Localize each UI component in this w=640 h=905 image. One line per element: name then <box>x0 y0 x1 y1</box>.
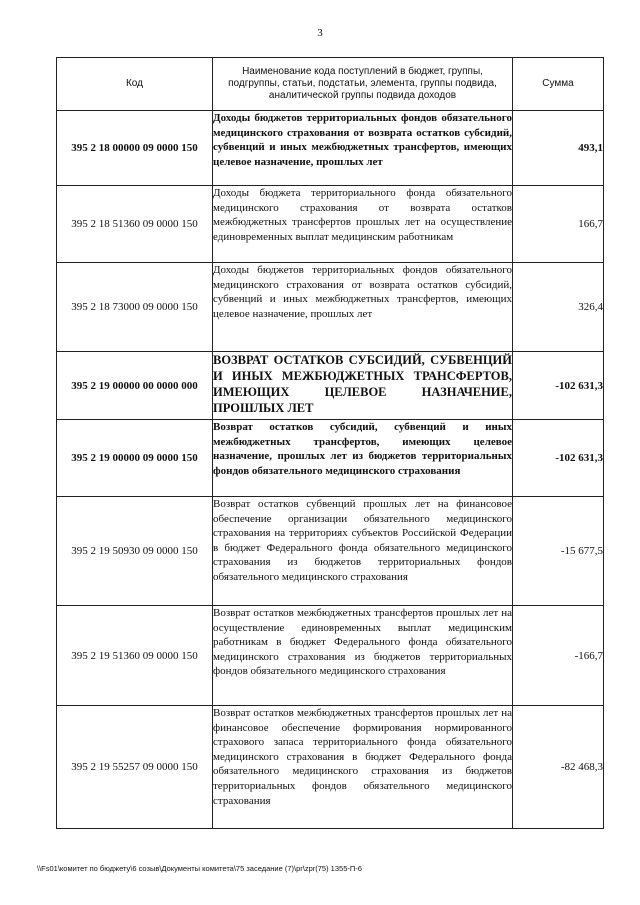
table-row <box>57 352 604 420</box>
row-code: 395 2 19 00000 00 0000 000 <box>57 352 213 420</box>
row-name: Возврат остатков межбюджетных трансфертов прошлых лет на осуществление единовременных выплат медицинским работникам в бюджет Федерального фонда обязательного медицинского страхования из бюджетов территориальных фондов обязательного медицинского страхования <box>213 606 513 706</box>
budget-revenue-table <box>56 57 604 829</box>
row-code: 395 2 18 73000 09 0000 150 <box>57 263 213 352</box>
row-code: 395 2 19 50930 09 0000 150 <box>57 497 213 606</box>
table-row <box>57 606 604 706</box>
row-name: Возврат остатков субвенций прошлых лет на финансовое обеспечение организации обязательного медицинского страхования на территориях субъектов Российской Федерации в бюджет Федерального фонда обязательного медицинского страхования из бюджетов территориальных фондов обязательного медицинского страхования <box>213 497 513 606</box>
row-name: Доходы бюджетов территориальных фондов обязательного медицинского страхования от возврата остатков субсидий, субвенций и иных межбюджетных трансфертов, имеющих целевое назначение, прошлых лет <box>213 111 513 186</box>
row-code: 395 2 18 51360 09 0000 150 <box>57 186 213 263</box>
row-code: 395 2 18 00000 09 0000 150 <box>57 111 213 186</box>
header-name: Наименование кода поступлений в бюджет, группы, подгруппы, статьи, подстатьи, элемента, группы подвида, аналитической группы подвида доходов <box>213 58 513 111</box>
row-sum: 166,7 <box>513 186 604 263</box>
row-sum: 493,1 <box>513 111 604 186</box>
row-name: Доходы бюджета территориального фонда обязательного медицинского страхования от возврата остатков межбюджетных трансфертов прошлых лет на осуществление единовременных выплат медицинским работникам <box>213 186 513 263</box>
table-row <box>57 420 604 497</box>
row-sum: -102 631,3 <box>513 420 604 497</box>
row-code: 395 2 19 00000 09 0000 150 <box>57 420 213 497</box>
row-sum: -102 631,3 <box>513 352 604 420</box>
row-sum: -82 468,3 <box>513 706 604 829</box>
row-name: ВОЗВРАТ ОСТАТКОВ СУБСИДИЙ, СУБВЕНЦИЙ И ИНЫХ МЕЖБЮДЖЕТНЫХ ТРАНСФЕРТОВ, ИМЕЮЩИХ ЦЕЛЕВОЕ НАЗНАЧЕНИЕ, ПРОШЛЫХ ЛЕТ <box>213 352 513 420</box>
row-sum: -166,7 <box>513 606 604 706</box>
table-row <box>57 186 604 263</box>
row-name: Возврат остатков межбюджетных трансфертов прошлых лет на финансовое обеспечение формирования нормированного страхового запаса территориального фонда обязательного медицинского страхования в бюджет Федерального фонда обязательного медицинского страхования из бюджетов территориальных фондов обязательного медицинского страхования <box>213 706 513 829</box>
page-number: 3 <box>317 27 323 39</box>
row-sum: 326,4 <box>513 263 604 352</box>
table-row <box>57 111 604 186</box>
table-row <box>57 497 604 606</box>
row-code: 395 2 19 51360 09 0000 150 <box>57 606 213 706</box>
table-header-row <box>57 58 604 111</box>
table-row <box>57 706 604 829</box>
header-sum: Сумма <box>513 58 604 111</box>
row-name: Возврат остатков субсидий, субвенций и иных межбюджетных трансфертов, имеющих целевое назначение, прошлых лет из бюджетов территориальных фондов обязательного медицинского страхования <box>213 420 513 497</box>
row-code: 395 2 19 55257 09 0000 150 <box>57 706 213 829</box>
header-code: Код <box>57 58 213 111</box>
row-sum: -15 677,5 <box>513 497 604 606</box>
footer-file-path: \\Fs01\комитет по бюджету\6 созыв\Документы комитета\75 заседание (7)\pr\zpr(75) 1355-П-6 <box>37 864 362 873</box>
row-name: Доходы бюджетов территориальных фондов обязательного медицинского страхования от возврата остатков субсидий, субвенций и иных межбюджетных трансфертов, имеющих целевое назначение, прошлых лет <box>213 263 513 352</box>
table-row <box>57 263 604 352</box>
